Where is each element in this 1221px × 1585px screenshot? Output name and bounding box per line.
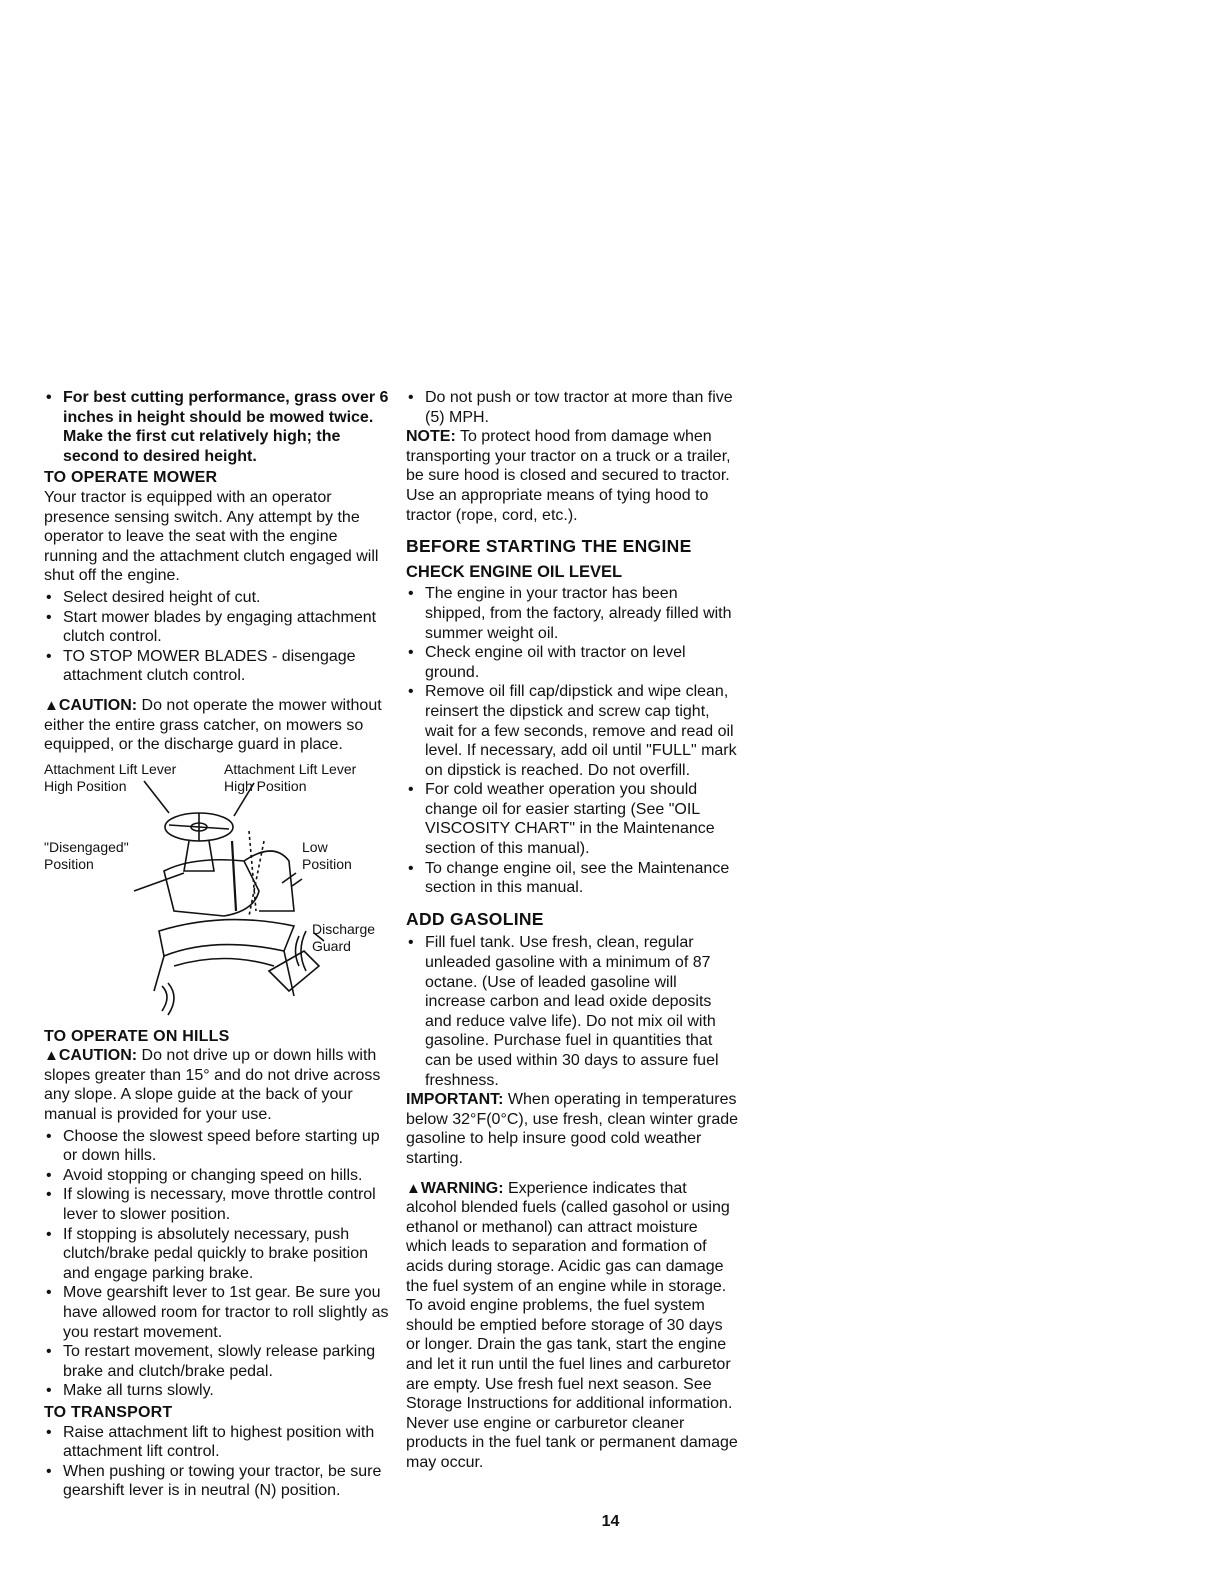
- gas-bullets: [406, 933, 741, 1090]
- figure-label-text: Position: [302, 855, 352, 872]
- figure-label-text: "Disengaged": [44, 838, 129, 855]
- figure-label-text: Attachment Lift Lever: [224, 760, 357, 777]
- list-item: • Raise attachment lift to highest position with attachment lift control.: [44, 1423, 394, 1462]
- warning-triangle-icon: ▲: [44, 696, 59, 714]
- caution-label: CAUTION:: [58, 1047, 138, 1065]
- figure-label-text: Guard: [312, 937, 351, 954]
- important-text: When operating in temperatures below 32°F(0°C), use fresh, clean winter grade gasoline to help insure good cold weather starting.: [406, 1091, 739, 1167]
- list-item: • The engine in your tractor has been shipped, from the factory, already filled with summer weight oil.: [406, 584, 741, 643]
- list-item: • Remove oil fill cap/dipstick and wipe clean, reinsert the dipstick and screw cap tight, wait for a few seconds, remove and read oil level. If necessary, add oil until "FULL" mark on dipstick is reached. Do not overfill.: [406, 682, 741, 780]
- figure-label-disengaged: [44, 839, 129, 873]
- page-number: 14: [601, 1513, 620, 1530]
- list-item: • Start mower blades by engaging attachment clutch control.: [44, 608, 394, 647]
- hills-bullets: [44, 1127, 394, 1401]
- list-item: • To change engine oil, see the Maintenance section in this manual.: [406, 859, 741, 898]
- warning-paragraph: [406, 1179, 741, 1473]
- warning-label: WARNING:: [420, 1179, 504, 1197]
- tractor-illustration: [44, 761, 394, 1025]
- list-item: • Avoid stopping or changing speed on hills.: [44, 1166, 394, 1186]
- oil-bullets: [406, 584, 741, 898]
- important-paragraph: [406, 1090, 741, 1168]
- note-paragraph: [406, 427, 741, 525]
- figure-label-text: Low: [302, 838, 328, 855]
- list-item: • Select desired height of cut.: [44, 588, 394, 608]
- list-item: • If slowing is necessary, move throttle control lever to slower position.: [44, 1185, 394, 1224]
- warning-triangle-icon: ▲: [44, 1047, 59, 1065]
- left-column: [44, 388, 394, 1501]
- list-item: • Check engine oil with tractor on level ground.: [406, 643, 741, 682]
- caution-label: CAUTION:: [58, 696, 138, 714]
- list-item: • TO STOP MOWER BLADES - disengage attachment clutch control.: [44, 647, 394, 686]
- list-item: • For cold weather operation you should change oil for easier starting (See "OIL VISCOSITY CHART" in the Maintenance section of this manual).: [406, 780, 741, 858]
- figure-label-left-lever: [44, 761, 176, 795]
- list-item: • To restart movement, slowly release parking brake and clutch/brake pedal.: [44, 1342, 394, 1381]
- hills-caution: [44, 1046, 394, 1124]
- warning-triangle-icon: ▲: [406, 1179, 421, 1197]
- figure-label-right-lever: [224, 761, 356, 795]
- heading-operate-hills: TO OPERATE ON HILLS: [44, 1027, 230, 1045]
- mower-caution: [44, 696, 394, 755]
- transport-speed-bullets: [406, 388, 741, 427]
- heading-transport: TO TRANSPORT: [44, 1403, 173, 1421]
- heading-check-oil: CHECK ENGINE OIL LEVEL: [406, 562, 623, 581]
- list-item: • When pushing or towing your tractor, be sure gearshift lever is in neutral (N) position.: [44, 1462, 394, 1501]
- heading-operate-mower: TO OPERATE MOWER: [44, 469, 218, 487]
- list-item: • Make all turns slowly.: [44, 1381, 394, 1401]
- list-item: • For best cutting performance, grass over 6 inches in height should be mowed twice. Make the first cut relatively high; the second to desired height.: [44, 388, 394, 466]
- heading-before-starting: BEFORE STARTING THE ENGINE: [406, 536, 692, 557]
- caution-text: Do not drive up or down hills with slopes greater than 15° and do not drive across any slope. A slope guide at the back of your manual is provided for your use.: [44, 1047, 381, 1124]
- note-label: NOTE:: [406, 428, 456, 446]
- operate-mower-bullets: [44, 588, 394, 686]
- caution-text: Do not operate the mower without either the entire grass catcher, on mowers so equipped, or the discharge guard in place.: [44, 696, 382, 754]
- important-label: IMPORTANT:: [406, 1091, 504, 1109]
- right-column: [406, 388, 741, 1474]
- intro-bullets: [44, 388, 394, 466]
- figure-label-text: High Position: [224, 777, 307, 794]
- list-item: • If stopping is absolutely necessary, push clutch/brake pedal quickly to brake position and engage parking brake.: [44, 1225, 394, 1284]
- note-text: To protect hood from damage when transporting your tractor on a truck or a trailer, be sure hood is closed and secured to tractor. Use an appropriate means of tying hood to tractor (rope, cord, etc.).: [406, 428, 731, 524]
- figure-label-text: Position: [44, 855, 94, 872]
- mower-lift-lever-figure: [44, 761, 394, 1025]
- figure-label-low: [302, 839, 352, 873]
- figure-label-text: High Position: [44, 777, 127, 794]
- list-item: • Fill fuel tank. Use fresh, clean, regular unleaded gasoline with a minimum of 87 octane. (Use of leaded gasoline will increase carbon and lead oxide deposits and reduce valve life). Do not mix oil with gasoline. Purchase fuel in quantities that can be used within 30 days to assure fuel freshness.: [406, 933, 741, 1090]
- list-item: • Do not push or tow tractor at more than five (5) MPH.: [406, 388, 741, 427]
- warning-text: Experience indicates that alcohol blended fuels (called gasohol or using ethanol or methanol) can attract moisture which leads to separation and formation of acids during storage. Acidic gas can damage the fuel system of an engine while in storage. To avoid engine problems, the fuel system should be emptied before storage of 30 days or longer. Drain the gas tank, start the engine and let it run until the fuel lines and carburetor are empty. Use fresh fuel next season. See Storage Instructions for additional information. Never use engine or carburetor cleaner products in the fuel tank or permanent damage may occur.: [406, 1179, 738, 1471]
- list-item: • Move gearshift lever to 1st gear. Be sure you have allowed room for tractor to roll slightly as you restart movement.: [44, 1283, 394, 1342]
- transport-bullets: [44, 1423, 394, 1501]
- operate-mower-paragraph: Your tractor is equipped with an operator presence sensing switch. Any attempt by the operator to leave the seat with the engine running and the attachment clutch engaged will shut off the engine.: [44, 488, 379, 585]
- figure-label-text: Attachment Lift Lever: [44, 760, 177, 777]
- figure-label-discharge-guard: [312, 921, 375, 955]
- list-item: • Choose the slowest speed before starting up or down hills.: [44, 1127, 394, 1166]
- heading-add-gasoline: ADD GASOLINE: [406, 908, 544, 929]
- figure-label-text: Discharge: [312, 920, 376, 937]
